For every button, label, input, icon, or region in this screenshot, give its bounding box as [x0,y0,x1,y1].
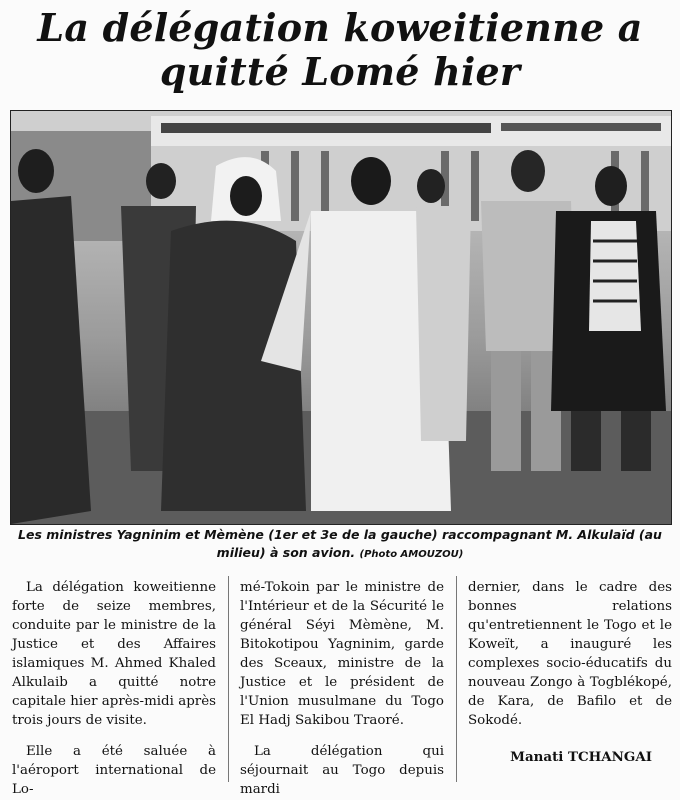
article-paragraph: dernier, dans le cadre des bonnes relations qu'entretiennent le Togo et le Koweït, a inauguré les complexes socio-éducatifs du nouveau Zongo à Togblékopé, de Kara, de Bafilo et de Sokodé. [468,580,672,728]
article-paragraph: mé-Tokoin par le ministre de l'Intérieur et de la Sécurité le général Séyi Mèmène, M. Bitokotipou Yagninim, garde des Sceaux, ministre de la Justice et le président de l'Union musulmane du Togo El Hadj Sakibou Traoré. [240,580,444,728]
article-column-2 [240,578,444,811]
news-photo [10,110,672,525]
article-paragraph: La délégation koweitienne forte de seize membres, conduite par le ministre de la Justice et des Affaires islamiques M. Ahmed Khaled Alkulaib a quitté notre capitale hier après-midi après trois jours de visite. [12,580,216,728]
article-column-3 [468,578,672,767]
author-byline: Manati TCHANGAI [510,749,652,765]
article-paragraph: Elle a été saluée à l'aéroport international de Lo- [12,744,216,797]
column-divider [456,576,457,782]
photo-caption [16,526,664,564]
article-paragraph: La délégation qui séjournait au Togo depuis mardi [240,744,444,797]
photo-credit: (Photo AMOUZOU) [359,549,464,560]
column-divider [228,576,229,782]
headline: La délégation koweitienne a quitté Lomé hier [37,5,643,94]
caption-text: Les ministres Yagninim et Mèmène (1er et 3e de la gauche) raccompagnant M. Alkulaïd (au milieu) à son avion. [18,527,662,560]
article-column-1 [12,578,216,811]
